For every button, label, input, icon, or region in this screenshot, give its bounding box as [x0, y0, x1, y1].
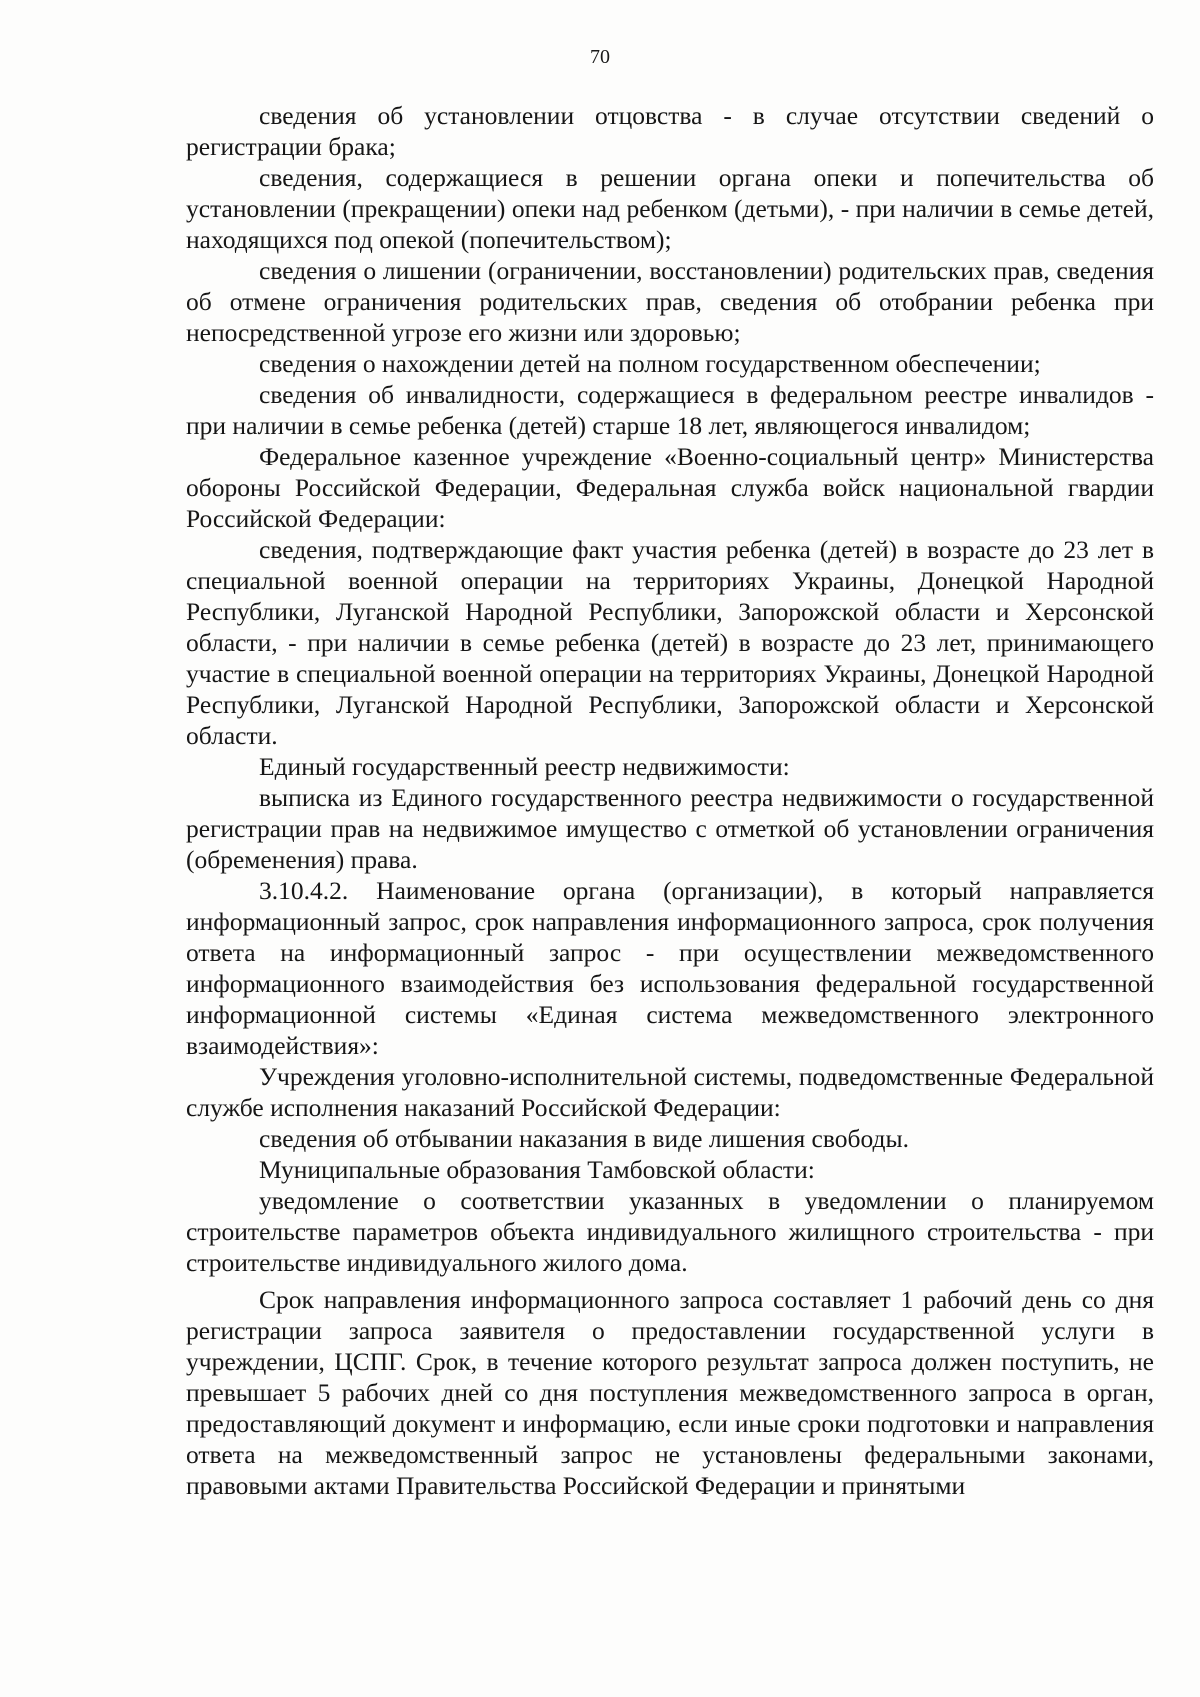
paragraph: сведения об инвалидности, содержащиеся в федеральном реестре инвалидов - при наличии в семье ребенка (детей) старше 18 лет, являющегося инвалидом;	[186, 380, 1154, 440]
paragraph: Муниципальные образования Тамбовской области:	[259, 1155, 815, 1184]
paragraph: Единый государственный реестр недвижимости:	[259, 752, 790, 781]
page-number: 70	[590, 46, 610, 68]
paragraph: выписка из Единого государственного реестра недвижимости о государственной регистрации прав на недвижимое имущество с отметкой об установлении ограничения (обременения) права.	[186, 783, 1154, 874]
paragraph: сведения о лишении (ограничении, восстановлении) родительских прав, сведения об отмене ограничения родительских прав, сведения об отобрании ребенка при непосредственной угрозе его жизни или здоровью;	[186, 256, 1154, 347]
paragraph: сведения об установлении отцовства - в случае отсутствии сведений о регистрации брака;	[186, 101, 1154, 161]
paragraph: Учреждения уголовно-исполнительной системы, подведомственные Федеральной службе исполнения наказаний Российской Федерации:	[186, 1062, 1154, 1122]
paragraph: сведения о нахождении детей на полном государственном обеспечении;	[259, 349, 1041, 378]
paragraph: 3.10.4.2. Наименование органа (организации), в который направляется информационный запрос, срок направления информационного запроса, срок получения ответа на информационный запрос - при осуществлении межведомственного информационного взаимодействия без использования федеральной государственной информационной системы «Единая система межведомственного электронного взаимодействия»:	[186, 876, 1154, 1060]
paragraph: Федеральное казенное учреждение «Военно-социальный центр» Министерства обороны Российской Федерации, Федеральная служба войск национальной гвардии Российской Федерации:	[186, 442, 1154, 533]
paragraph: уведомление о соответствии указанных в уведомлении о планируемом строительстве параметров объекта индивидуального жилищного строительства - при строительстве индивидуального жилого дома.	[186, 1186, 1154, 1277]
paragraph: сведения, содержащиеся в решении органа опеки и попечительства об установлении (прекращении) опеки над ребенком (детьми), - при наличии в семье детей, находящихся под опекой (попечительством);	[186, 163, 1154, 254]
paragraph: сведения, подтверждающие факт участия ребенка (детей) в возрасте до 23 лет в специальной военной операции на территориях Украины, Донецкой Народной Республики, Луганской Народной Республики, Запорожской области и Херсонской области, - при наличии в семье ребенка (детей) в возрасте до 23 лет, принимающего участие в специальной военной операции на территориях Украины, Донецкой Народной Республики, Луганской Народной Республики, Запорожской области и Херсонской области.	[186, 535, 1154, 750]
paragraph: сведения об отбывании наказания в виде лишения свободы.	[259, 1124, 909, 1153]
document-body	[186, 100, 1154, 1501]
paragraph: Срок направления информационного запроса составляет 1 рабочий день со дня регистрации запроса заявителя о предоставлении государственной услуги в учреждении, ЦСПГ. Срок, в течение которого результат запроса должен поступить, не превышает 5 рабочих дней со дня поступления межведомственного запроса в орган, предоставляющий документ и информацию, если иные сроки подготовки и направления ответа на межведомственный запрос не установлены федеральными законами, правовыми актами Правительства Российской Федерации и принятыми	[186, 1285, 1154, 1500]
